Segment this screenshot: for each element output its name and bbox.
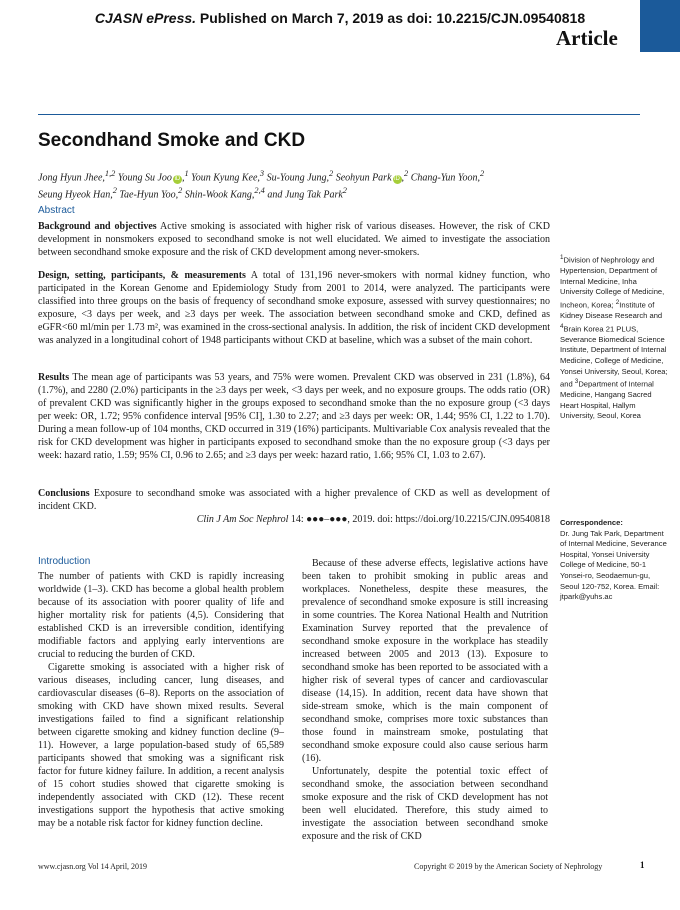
footer-copyright: Copyright © 2019 by the American Society of Nephrology: [414, 862, 603, 871]
page-number: 1: [640, 860, 645, 870]
abstract-results-label: Results: [38, 372, 70, 383]
author-list: [38, 167, 598, 202]
abstract-results: [38, 371, 550, 462]
author-name: Chang-Yun Yoon,: [408, 172, 480, 184]
abstract-heading: Abstract: [38, 205, 75, 216]
body-column-right: [302, 557, 548, 843]
article-type-label: Article: [556, 26, 618, 50]
author-line-1: Jong Hyun Jhee,$^{1,2}$ Young Su Joo iD ,$^1$ Youn Kyung Kee,$^3$ Su-Young Jung,$^2$ Seohyun Park iD ,$^2$ Chang-Yun Yoon,$^2$: [38, 169, 485, 184]
affiliation-sup: 4: [560, 322, 564, 330]
author-sup: 2: [112, 186, 117, 196]
abstract-background-label: Background and objectives: [38, 221, 157, 232]
title-rule: [38, 114, 640, 115]
epress-banner: [0, 10, 680, 26]
affiliation-4: Brain Korea 21 PLUS, Severance Biomedical Science Institute, Department of Internal Medicine, College of Medicine, Yonsei University, Seoul, Korea; and: [560, 324, 668, 389]
citation-journal: Clin J Am Soc Nephrol: [196, 514, 289, 525]
introduction-heading: Introduction: [38, 556, 91, 567]
abstract-conclusions-label: Conclusions: [38, 488, 90, 499]
abstract-background: [38, 220, 550, 259]
author-sup: 2: [404, 169, 409, 178]
epress-doi: Published on March 7, 2019 as doi: 10.2215/CJN.09540818: [196, 10, 586, 26]
abstract-conclusions: [38, 487, 550, 513]
abstract-conclusions-text: Exposure to secondhand smoke was associated with a higher prevalence of CKD as well as development of incident CKD.: [38, 488, 550, 512]
orcid-icon[interactable]: iD: [174, 176, 181, 183]
author-name: Seung Hyeok Han,: [38, 189, 113, 201]
abstract-design-text: A total of 131,196 never-smokers with normal kidney function, who participated in the Korean Genome and Epidemiology Study from 2001 to 2014, were analyzed. The participants were classified into three groups on the basis of frequency of secondhand smoke exposure, assessed with survey questionnaires; no exposure, <3 days per week, and ≥3 days per week. The association between secondhand smoke and CKD, defined as eGFR<60 ml/min per 1.73 m², was examined in the cross-sectional analysis. In addition, the risk of incident CKD development was analyzed in a longitudinal cohort of 1948 participants without CKD at baseline, which was a subset of the main cohort.: [38, 270, 550, 346]
epress-prefix: CJASN ePress.: [94, 10, 197, 26]
abstract-design-label: Design, setting, participants, & measurements: [38, 270, 246, 281]
footer-journal-info: www.cjasn.org Vol 14 April, 2019: [38, 862, 148, 871]
author-sup: 2: [329, 169, 334, 178]
author-line-2: [38, 184, 598, 201]
affiliation-sup: 3: [574, 378, 579, 386]
article-title: Secondhand Smoke and CKD: [38, 130, 306, 151]
author-sup: 2: [178, 186, 183, 196]
orcid-icon[interactable]: iD: [394, 176, 400, 183]
affiliation-sup: 1: [560, 254, 564, 261]
intro-paragraph-4: Unfortunately, despite the potential toxic effect of secondhand smoke, the association between secondhand smoke exposure and the risk of CKD development has not been well elucidated. Therefore, this study aimed to investigate the association between secondhand smoke exposure and the risk of CKD: [302, 766, 548, 842]
author-name: Tae-Hyun Yoo,: [116, 189, 179, 201]
abstract-design: [38, 269, 550, 347]
author-name: Young Su Joo: [115, 172, 172, 184]
intro-paragraph-2: Cigarette smoking is associated with a higher risk of various diseases, including cancer, lung diseases, and cardiovascular diseases (6–8). Reports on the association of smoking with CKD have shown mixed results. Several investigations failed to find a significant relationship between cigarette smoking and kidney function decline (9–11). However, a large population-based study of 65,589 participants showed that smoking was a significant risk factor for future kidney failure. In addition, a recent analysis of 15 cohort studies showed that cigarette smoking is independently associated with CKD (12). These recent investigations support the hypothesis that active smoking may be a notable risk factor for kidney function decline.: [38, 662, 284, 829]
author-sup: 1: [184, 169, 189, 178]
correspondence: [560, 518, 670, 603]
affiliation-3: Department of Internal Medicine, Hangang Sacred Heart Hospital, Hallym University, Seoul, Korea: [560, 379, 654, 421]
author-name: Jong Hyun Jhee,: [38, 172, 105, 184]
author-name: Youn Kyung Kee,: [188, 172, 260, 184]
header-color-tab: [640, 0, 680, 52]
author-sup: 2,4: [254, 186, 265, 196]
author-sup: 2: [342, 186, 347, 196]
abstract-background-text: Active smoking is associated with higher risk of various diseases. However, the risk of CKD development in nonsmokers exposed to secondhand smoke is not well elucidated. We aimed to investigate the association between secondhand smoke exposure and the risk of CKD development among never-smokers.: [38, 221, 550, 258]
author-sup: 3: [259, 169, 265, 178]
author-name: and Jung Tak Park: [264, 189, 343, 201]
author-name: Shin-Wook Kang,: [182, 189, 255, 201]
affiliation-sup: 2: [615, 298, 620, 306]
intro-paragraph-1: The number of patients with CKD is rapidly increasing worldwide (1–3). CKD has become a global health problem because of its association with poorer quality of life and higher mortality risk for patients (4,5). Considering that established CKD is an irreversible condition, identifying modifiable factors and applying early interventions are crucial to reducing the burden of CKD.: [38, 571, 284, 660]
abstract-results-text: The mean age of participants was 53 years, and 75% were women. Prevalent CKD was observed in 231 (1.8%), 64 (1.7%), and 2280 (2.0%) participants in the ≥3 days per week, <3 days per week, and no exposure groups. The odds ratio (OR) of prevalent CKD was significantly higher in the groups exposed to secondhand smoke than the no exposure group (<3 days per week: OR, 1.72; 95% confidence interval [95% CI], 1.30 to 2.27; and ≥3 days per week: OR, 1.44; 95% CI, 1.22 to 1.70). During a mean follow-up of 104 months, CKD occurred in 319 (16%) participants. Multivariable Cox analysis revealed that the risk for CKD development was higher in participants exposed to secondhand smoke than the no exposure group (<3 days per week: hazard ratio, 1.59; 95% CI, 0.96 to 2.65; and ≥3 days per week: hazard ratio, 1.66; 95% CI, 1.03 to 2.67).: [38, 372, 550, 461]
author-sup: 2: [479, 169, 485, 178]
author-name: Seohyun Park: [333, 172, 392, 184]
correspondence-text: Dr. Jung Tak Park, Department of Internal Medicine, Severance Hospital, Yonsei University College of Medicine, 50-1 Yonsei-ro, Seodaemun-gu, Seoul 120-752, Korea. Email: jtpark@yuhs.ac: [560, 528, 667, 602]
author-name: Su-Young Jung,: [264, 172, 330, 184]
citation-line: [38, 514, 550, 525]
correspondence-heading: Correspondence:: [560, 518, 623, 527]
body-column-left: [38, 570, 284, 830]
affiliation-text: [560, 253, 670, 422]
affiliation-1: Division of Nephrology and Hypertension, Department of Internal Medicine, Inha University College of Medicine, Incheon, Korea;: [560, 255, 665, 310]
intro-paragraph-3: Because of these adverse effects, legislative actions have been taken to prohibit smoking in public areas and workplaces. Nonetheless, despite these measures, the prevalence of secondhand smoke exposure is still increasing in some countries. The Korea National Health and Nutrition Examination Survey reported that the prevalence of secondhand smoke exposure in the workplace has steadily increased between 2005 and 2013 (13). Exposure to secondhand smoke has been reported to be associated with a higher risk of several types of cancer and cardiovascular disease (14,15). In addition, recent data have shown that side-stream smoke, which is the main component of secondhand smoke, comprises more toxic substances than those found in mainstream smoke, postulating that secondhand smoke exposure could also cause serious harm (16).: [302, 558, 548, 764]
author-sup: 1,2: [104, 169, 116, 178]
affiliations: [560, 253, 670, 422]
citation-doi[interactable]: 14: ●●●–●●●, 2019. doi: https://doi.org/10.2215/CJN.09540818: [288, 514, 550, 525]
affiliation-2: Institute of Kidney Disease Research and: [560, 300, 663, 321]
